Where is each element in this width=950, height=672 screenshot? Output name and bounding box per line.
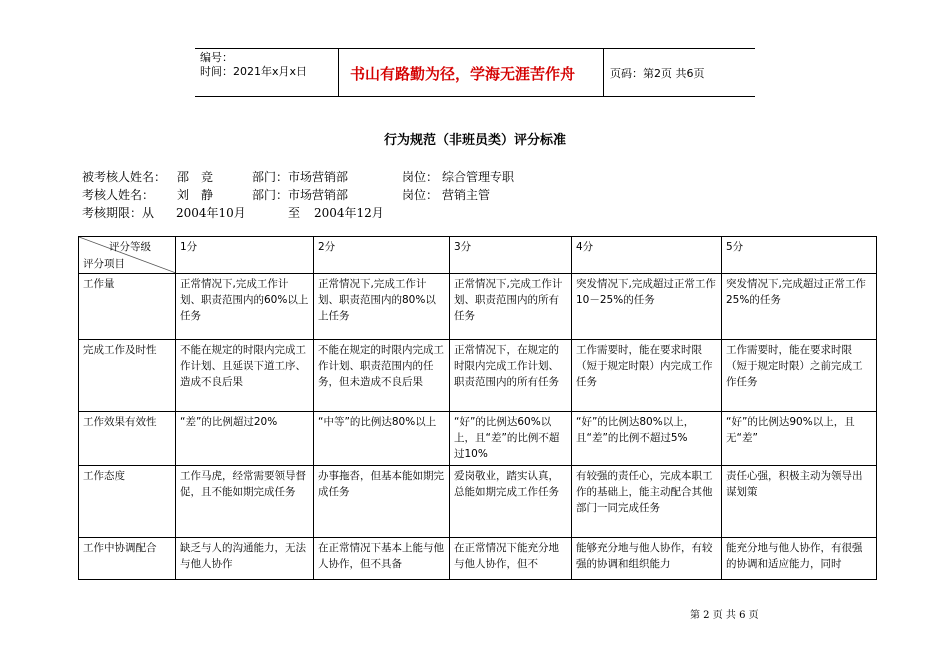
score-cell: 正常情况下,完成工作计划、职责范围内的80%以上任务: [314, 274, 450, 340]
score-cell: 正常情况下，在规定的时限内完成工作计划、职责范围内的所有任务: [450, 340, 572, 412]
score-cell: 爱岗敬业，踏实认真，总能如期完成工作任务: [450, 466, 572, 538]
score-cell: 办事拖沓，但基本能如期完成任务: [314, 466, 450, 538]
score-cell: 能够充分地与他人协作，有较强的协调和组织能力: [572, 538, 722, 580]
post-label-2: 岗位：: [402, 188, 439, 202]
score-cell: 在正常情况下能充分地与他人协作，但不: [450, 538, 572, 580]
post-label-1: 岗位：: [402, 170, 439, 184]
dept-2: 市场营销部: [288, 188, 349, 202]
header-number-label: 编号：: [200, 51, 233, 64]
score-cell: 正常情况下,完成工作计划、职责范围内的所有任务: [450, 274, 572, 340]
info-row-period: [82, 204, 882, 222]
score-cell: 正常情况下,完成工作计划、职责范围内的60%以上任务: [176, 274, 314, 340]
header-time: 时间：2021年x月x日: [200, 65, 308, 78]
header-divider-left: [338, 48, 339, 96]
table-row: [79, 340, 877, 412]
score-cell: 缺乏与人的沟通能力，无法与他人协作: [176, 538, 314, 580]
period-label: 考核期限：从: [82, 206, 155, 220]
dept-1: 市场营销部: [288, 170, 349, 184]
assessee-name: 邵 竞: [177, 170, 214, 184]
score-cell: “好”的比例达60%以上，且“差”的比例不超过10%: [450, 412, 572, 466]
score-cell: 在正常情况下基本上能与他人协作，但不具备: [314, 538, 450, 580]
score-cell: “好”的比例达80%以上，且“差”的比例不超过5%: [572, 412, 722, 466]
table-row: [79, 538, 877, 580]
score-cell: 不能在规定的时限内完成工作计划、且延误下道工序、造成不良后果: [176, 340, 314, 412]
item-label: 工作态度: [79, 466, 176, 538]
score-cell: 有较强的责任心，完成本职工作的基础上，能主动配合其他部门一同完成任务: [572, 466, 722, 538]
level-header-3: 3分: [450, 237, 572, 274]
level-header-1: 1分: [176, 237, 314, 274]
dept-label-1: 部门：: [252, 170, 289, 184]
document-title: 行为规范（非班员类）评分标准: [383, 133, 566, 148]
table-row: [79, 412, 877, 466]
score-cell: “差”的比例超过20%: [176, 412, 314, 466]
period-to: 2004年12月: [314, 206, 384, 220]
period-from: 2004年10月: [176, 206, 246, 220]
score-cell: 突发情况下,完成超过正常工作10－25%的任务: [572, 274, 722, 340]
level-header-5: 5分: [722, 237, 877, 274]
assessee-label: 被考核人姓名：: [82, 170, 167, 184]
page-footer: 第 2 页 共 6 页: [690, 610, 759, 621]
assessor-name: 刘 静: [177, 188, 214, 202]
table-row: [79, 274, 877, 340]
score-cell: 工作需要时，能在要求时限（短于规定时限）之前完成工作任务: [722, 340, 877, 412]
score-cell: 责任心强，积极主动为领导出谋划策: [722, 466, 877, 538]
corner-bottom-label: 评分项目: [83, 258, 125, 270]
item-label: 工作效果有效性: [79, 412, 176, 466]
assessor-label: 考核人姓名：: [82, 188, 155, 202]
score-cell: “好”的比例达90%以上，且无“差”: [722, 412, 877, 466]
score-cell: 工作马虎，经常需要领导督促，且不能如期完成任务: [176, 466, 314, 538]
header-top-rule: [195, 48, 755, 49]
corner-header-cell: [79, 237, 176, 274]
item-label: 完成工作及时性: [79, 340, 176, 412]
score-cell: 工作需要时，能在要求时限（短于规定时限）内完成工作任务: [572, 340, 722, 412]
level-header-2: 2分: [314, 237, 450, 274]
info-row-assessee: [82, 168, 882, 186]
header-page: 页码：第2页 共6页: [610, 67, 705, 80]
period-to-label: 至: [288, 206, 301, 220]
scoring-table: [78, 236, 877, 580]
item-label: 工作量: [79, 274, 176, 340]
dept-label-2: 部门：: [252, 188, 289, 202]
header-divider-right: [603, 48, 604, 96]
header-motto: 书山有路勤为径，学海无涯苦作舟: [350, 65, 576, 83]
item-label: 工作中协调配合: [79, 538, 176, 580]
corner-top-label: 评分等级: [109, 241, 151, 253]
header-bottom-rule: [195, 96, 755, 97]
score-cell: 能充分地与他人协作，有很强的协调和适应能力，同时: [722, 538, 877, 580]
table-row: [79, 466, 877, 538]
score-cell: “中等”的比例达80%以上: [314, 412, 450, 466]
score-cell: 不能在规定的时限内完成工作计划、职责范围内的任务，但未造成不良后果: [314, 340, 450, 412]
post-1: 综合管理专职: [442, 170, 515, 184]
table-header-row: [79, 237, 877, 274]
score-cell: 突发情况下,完成超过正常工作25%的任务: [722, 274, 877, 340]
level-header-4: 4分: [572, 237, 722, 274]
post-2: 营销主管: [442, 188, 491, 202]
info-row-assessor: [82, 186, 882, 204]
